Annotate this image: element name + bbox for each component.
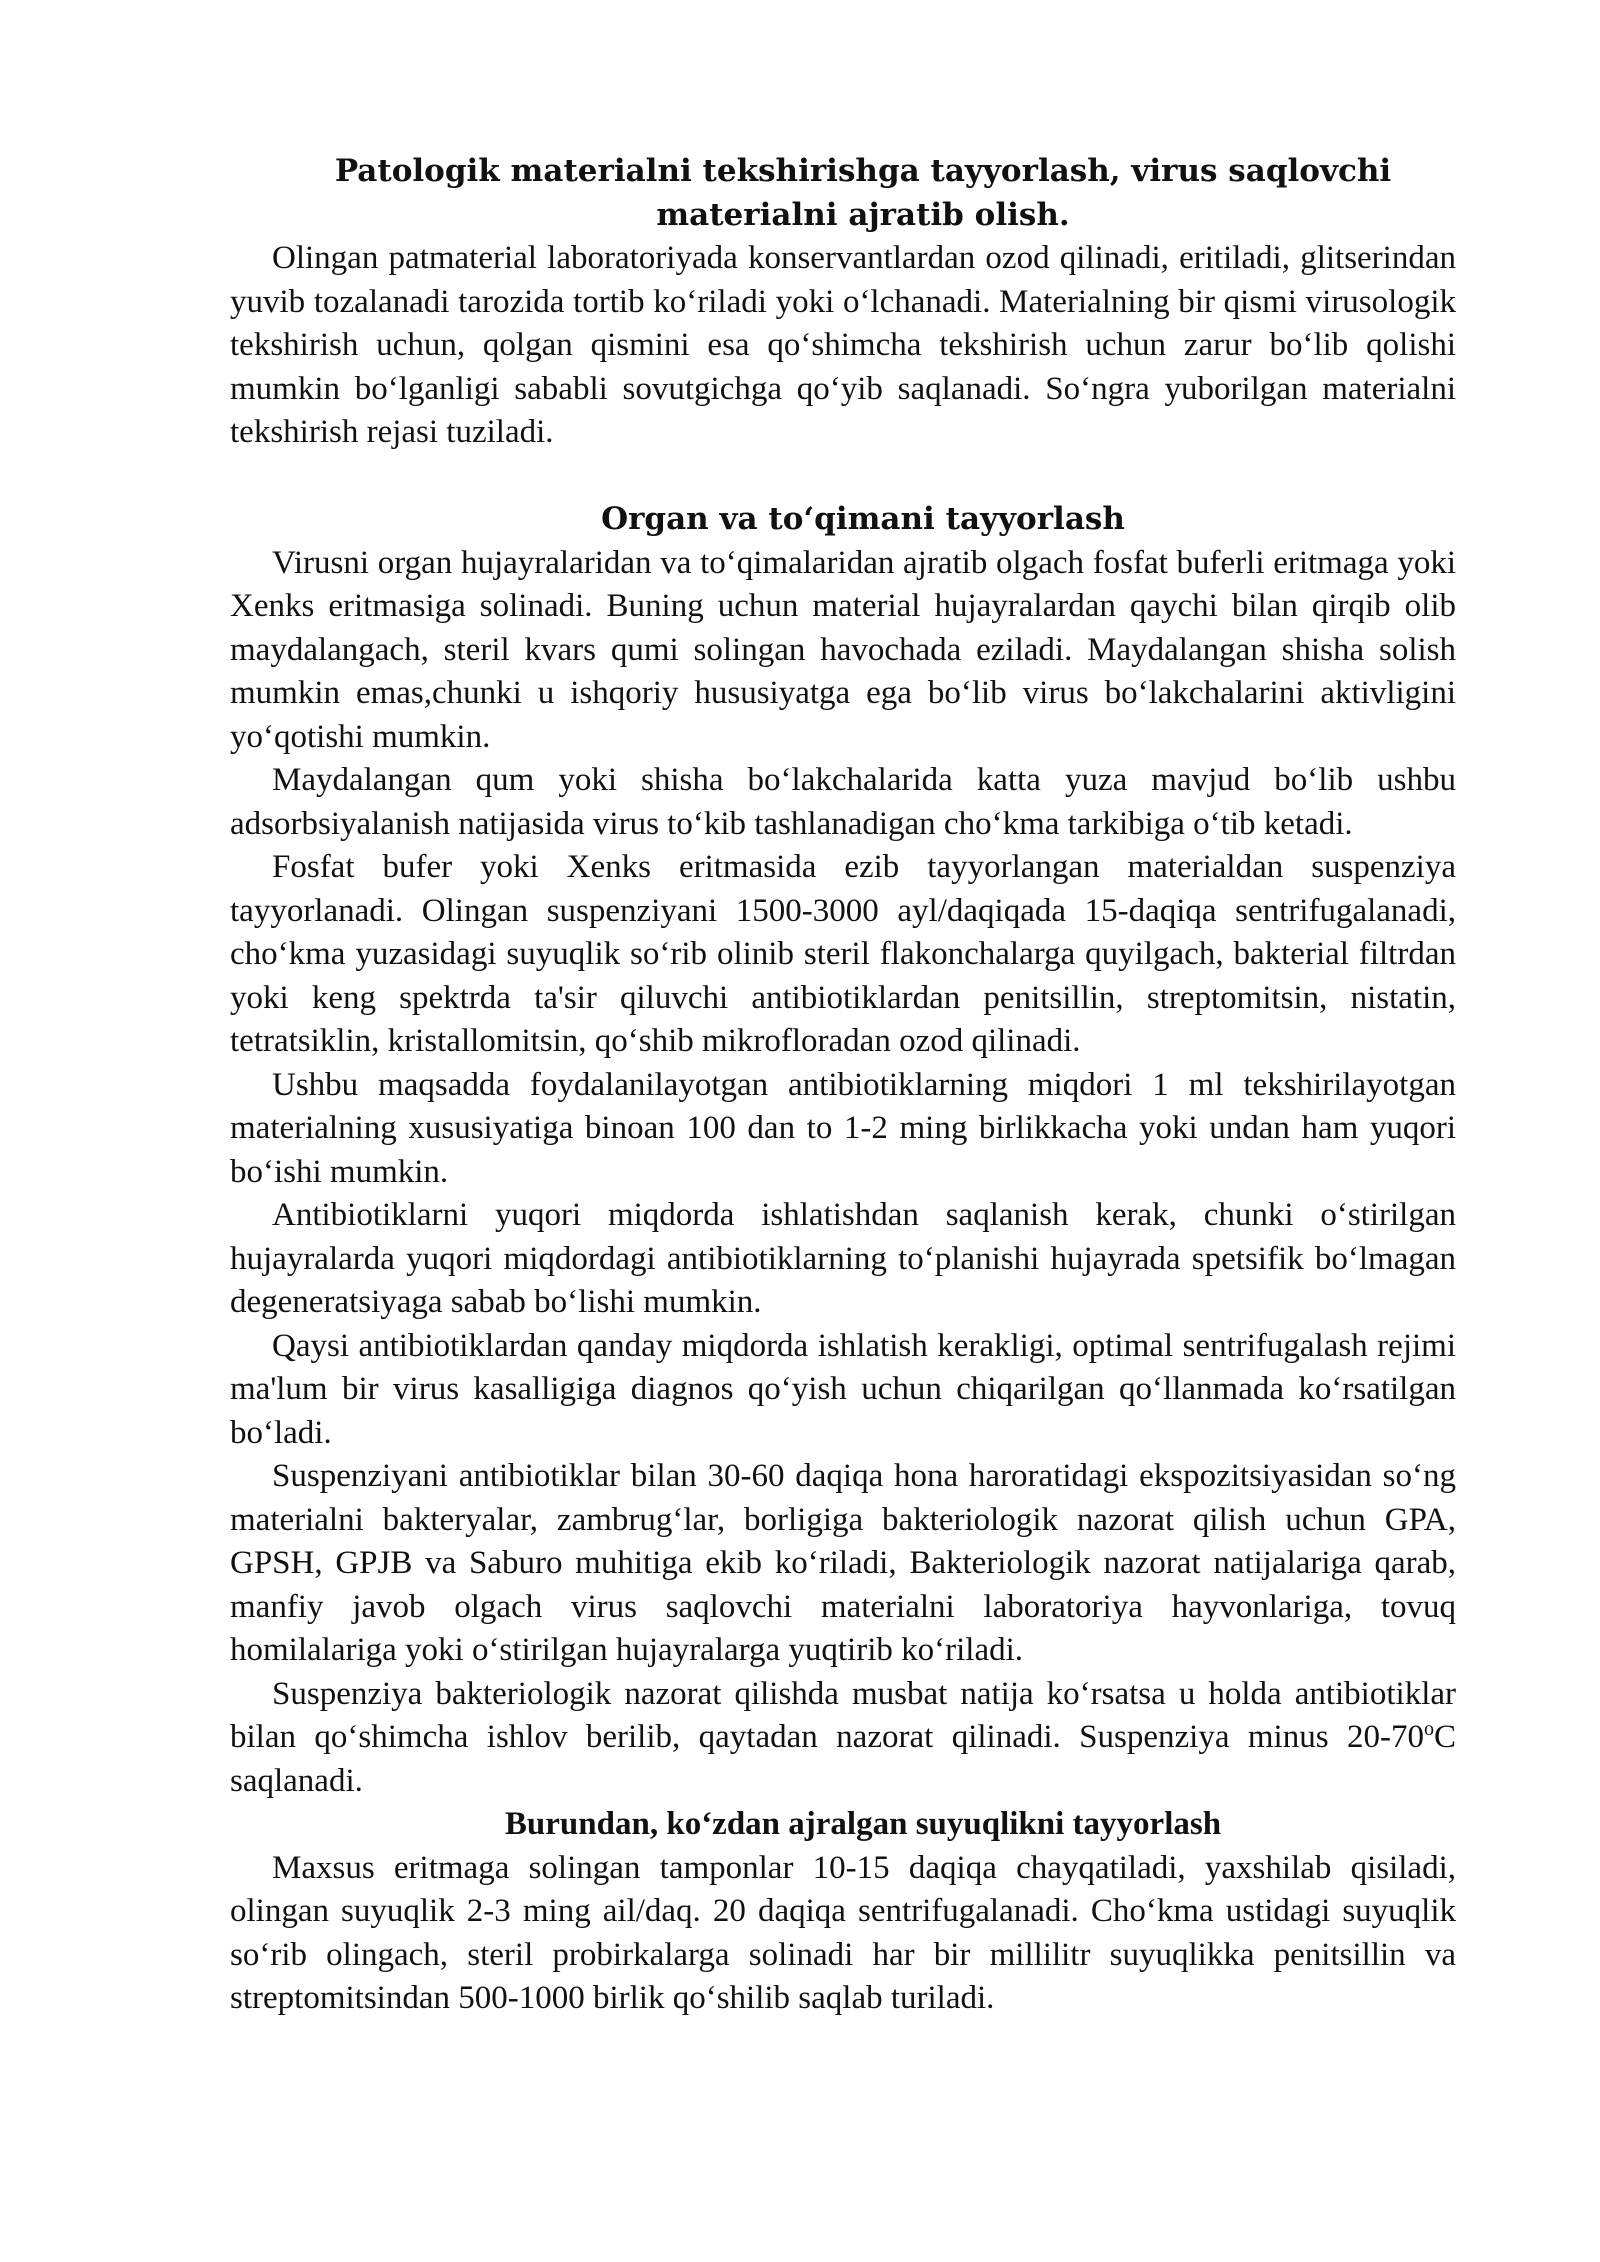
paragraph: Suspenziyani antibiotiklar bilan 30-60 daqiqa hona haroratidagi ekspozitsiyasidan so‘ng materialni bakteryalar, zambrug‘lar, borligiga bakteriologik nazorat qilish uchun GPA, GPSH, GPJB va Saburo muhitiga ekib ko‘riladi, Bakteriologik nazorat natijalariga qarab, manfiy javob olgach virus saqlovchi materialni laboratoriya hayvonlariga, tovuq homilalariga yoki o‘stirilgan hujayralarga yuqtirib ko‘riladi.	[230, 1458, 1456, 1668]
paragraph-text: Suspenziya bakteriologik nazorat qilishda musbat natija ko‘rsatsa u holda antibiotiklar bilan qo‘shimcha ishlov berilib, qaytadan nazorat qilinadi. Suspenziya minus 20-70	[230, 1675, 1456, 1755]
paragraph: Fosfat bufer yoki Xenks eritmasida ezib tayyorlangan materialdan suspenziya tayyorlanadi. Olingan suspenziyani 1500-3000 ayl/daqiqada 15-daqiqa sentrifugalanadi, cho‘kma yuzasidagi suyuqlik so‘rib olinib steril flakonchalarga quyilgach, bakterial filtrdan yoki keng spektrda ta'sir qiluvchi antibiotiklardan penitsillin, streptomitsin, nistatin, tetratsiklin, kristallomitsin, qo‘shib mikrofloradan ozod qilinadi.	[230, 849, 1456, 1059]
paragraph: Maydalangan qum yoki shisha bo‘lakchalarida katta yuza mavjud bo‘lib ushbu adsorbsiyalanish natijasida virus to‘kib tashlanadigan cho‘kma tarkibiga o‘tib ketadi.	[230, 762, 1456, 842]
paragraph: Antibiotiklarni yuqori miqdorda ishlatishdan saqlanish kerak, chunki o‘stirilgan hujayralarda yuqori miqdordagi antibiotiklarning to‘planishi hujayrada spetsifik bo‘lmagan degeneratsiyaga sabab bo‘lishi mumkin.	[230, 1197, 1456, 1320]
paragraph: Maxsus eritmaga solingan tamponlar 10-15 daqiqa chayqatiladi, yaxshilab qisiladi, olingan suyuqlik 2-3 ming ail/daq. 20 daqiqa sentrifugalanadi. Cho‘kma ustidagi suyuqlik so‘rib olingach, steril probirkalarga solinadi har bir millilitr suyuqlikka penitsillin va streptomitsindan 500-1000 birlik qo‘shilib saqlab turiladi.	[230, 1849, 1456, 2016]
blank-line	[230, 455, 1456, 499]
paragraph: Qaysi antibiotiklardan qanday miqdorda ishlatish kerakligi, optimal sentrifugalash rejimi ma'lum bir virus kasalligiga diagnos qo‘yish uchun chiqarilgan qo‘llanmada ko‘rsatilgan bo‘ladi.	[230, 1327, 1456, 1451]
degree-superscript: o	[1423, 1718, 1434, 1740]
section-heading-organ: Organ va to‘qimani tayyorlash	[601, 501, 1125, 537]
paragraph-tail: C saqlanadi.	[230, 1719, 1456, 1799]
paragraph: Virusni organ hujayralaridan va to‘qimalaridan ajratib olgach fosfat buferli eritmaga yoki Xenks eritmasiga solinadi. Buning uchun material hujayralardan qaychi bilan qirqib olib maydalangach, steril kvars qumi solingan havochada eziladi. Maydalangan shisha solish mumkin emas,chunki u ishqoriy hususiyatga ega bo‘lib virus bo‘lakchalarini aktivligini yo‘qotishi mumkin.	[230, 544, 1456, 755]
intro-paragraph: Olingan patmaterial laboratoriyada konservantlardan ozod qilinadi, eritiladi, glitserindan yuvib tozalanadi tarozida tortib ko‘riladi yoki o‘lchanadi. Materialning bir qismi virusologik tekshirish uchun, qolgan qismini esa qo‘shimcha tekshirish uchun zarur bo‘lib qolishi mumkin bo‘lganligi sababli sovutgichga qo‘yib saqlanadi. So‘ngra yuborilgan materialni tekshirish rejasi tuziladi.	[230, 240, 1456, 450]
document-page	[230, 150, 1456, 2021]
paragraph-storage-temperature	[230, 1673, 1456, 1804]
document-title-line-2: materialni ajratib olish.	[656, 196, 1070, 233]
paragraph: Ushbu maqsadda foydalanilayotgan antibiotiklarning miqdori 1 ml tekshirilayotgan materialning xususiyatiga binoan 100 dan to 1-2 ming birlikkacha yoki undan ham yuqori bo‘ishi mumkin.	[230, 1066, 1456, 1190]
document-title-line-1: Patologik materialni tekshirishga tayyorlash, virus saqlovchi	[334, 153, 1392, 189]
section-heading-nasal-eye: Burundan, ko‘zdan ajralgan suyuqlikni tayyorlash	[504, 1806, 1222, 1842]
